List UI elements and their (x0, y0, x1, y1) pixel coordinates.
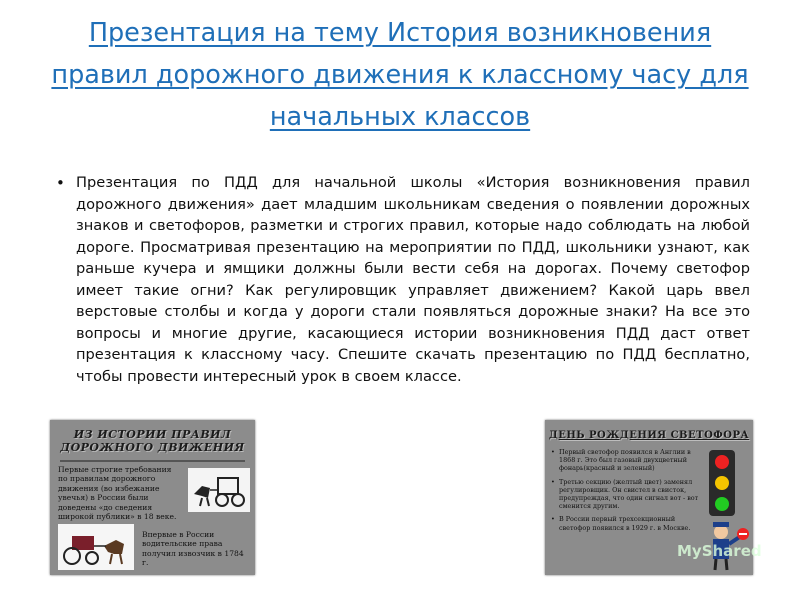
description-block (56, 172, 750, 387)
slide-left-title-line1: ИЗ ИСТОРИИ ПРАВИЛ (73, 428, 232, 441)
carriage-icon (58, 524, 134, 570)
carriage-icon (188, 468, 250, 512)
slide-left-title (50, 428, 255, 454)
slide-left-text1: Первые строгие требования по правилам дорожного движения (во избежание увечья) в России были доведены «до сведения широкой публики» в 18 веке. (58, 465, 177, 522)
slide-thumbnail-history[interactable] (50, 420, 255, 575)
list-item: • Первый светофор появился в Англии в 1868 г. Это был газовый двухцветный фонарь(красный и зеленый) (551, 448, 701, 473)
slide-right-title: ДЕНЬ РОЖДЕНИЯ СВЕТОФОРА (548, 430, 750, 441)
slide-right-list (551, 448, 701, 537)
slide-left-text2: Впервые в России водительские права получил извозчик в 1784 г. (142, 530, 244, 568)
page-title-link[interactable]: Презентация на тему История возникновения правил дорожного движения к классному часу для начальных классов (51, 18, 749, 132)
watermark-logo-icon: MyShared (677, 542, 762, 560)
bullet-marker: • (56, 174, 65, 192)
title-divider (60, 460, 245, 462)
slide-thumbnail-traffic-light[interactable] (545, 420, 762, 575)
description-text: Презентация по ПДД для начальной школы «История возникновения правил дорожного движения» дает младшим школьникам сведения о появлении дорожных знаков и светофоров, разметки и строгих правил, которые надо соблюдать на любой дороге. Просматривая презентацию на мероприятии по ПДД, школьники узнают, как раньше кучера и ямщики должны были вести себя на дорогах. Почему светофор имеет такие огни? Как регулировщик управляет движением? Какой царь ввел верстовые столбы и когда у дороги стали появляться дорожные знаки? На все это вопросы и многие другие, касающиеся истории возникновения ПДД даст ответ презентация к классному часу. Спешите скачать презентацию по ПДД бесплатно, чтобы провести интересный урок в своем классе. (76, 174, 750, 385)
list-item: • В России первый трехсекционный светофор появился в 1929 г. в Москве. (551, 515, 701, 531)
slide-left-title-line2: ДОРОЖНОГО ДВИЖЕНИЯ (60, 441, 245, 454)
traffic-light-icon (705, 450, 739, 520)
title-block (40, 12, 760, 138)
list-item: • Третью секцию (желтый цвет) заменял регулировщик. Он свистел в свисток, предупреждая, что один сигнал вот - вот сменится другим. (551, 478, 701, 511)
